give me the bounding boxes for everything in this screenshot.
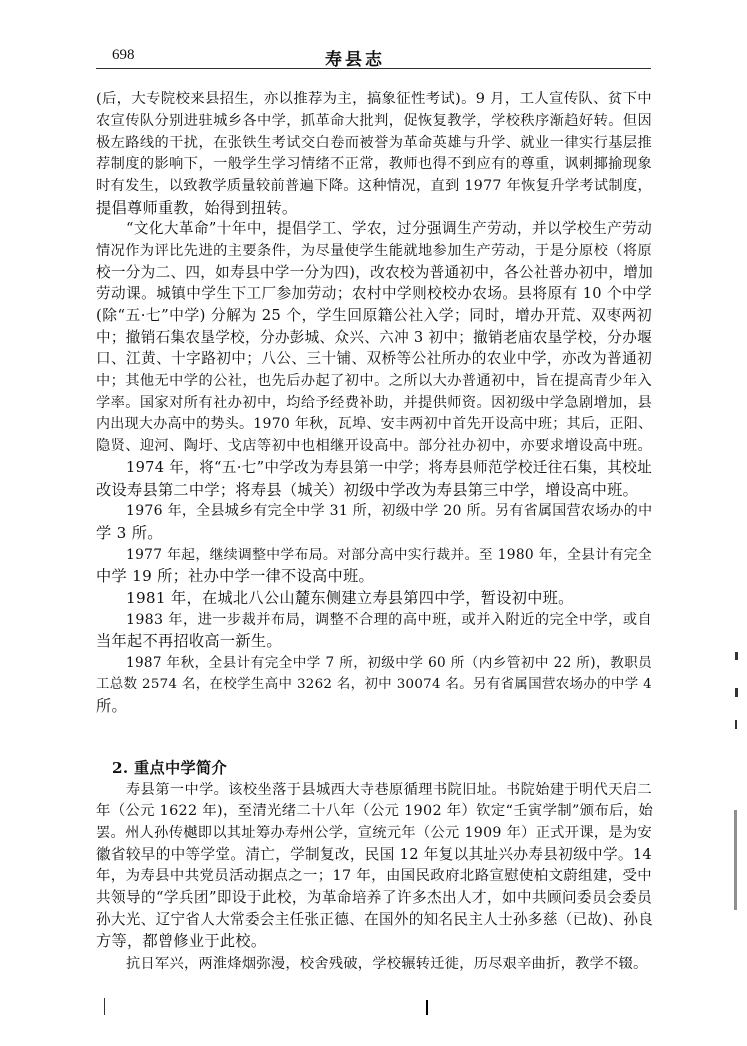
text-line: 学率。国家对所有社办初中，均给予经费补助，并提供师资。因初级中学急剧增加，县 [96, 395, 652, 411]
text-line: 提倡尊师重教，始得到扭转。 [96, 199, 298, 217]
bottom-scan-mark [426, 1000, 428, 1015]
text-line: 方等，都曾修业于此校。 [96, 932, 267, 950]
text-line: 寿县第一中学。该校坐落于县城西大寺巷原循理书院旧址。书院始建于明代天启二 [126, 782, 652, 798]
text-line: 抗日军兴，两淮烽烟弥漫，校舍残破，学校辗转迁徙，历尽艰辛曲折，教学不辍。 [126, 956, 648, 972]
margin-scan-mark [735, 688, 738, 697]
book-title: 寿县志 [325, 50, 385, 70]
bottom-scan-mark [104, 998, 105, 1015]
margin-scan-mark [735, 720, 737, 729]
text-line: “文化大革命”十年中，提倡学工、学农，过分强调生产劳动，并以学校生产劳动 [126, 220, 652, 237]
text-line: (后，大专院校来县招生，亦以推荐为主，搞象征性考试)。9 月，工人宣传队、贫下中 [96, 91, 652, 107]
text-line: 农宣传队分别进驻城乡各中学，抓革命大批判，促恢复教学，学校秩序渐趋好转。但因 [96, 113, 652, 129]
text-line: 劳动课。城镇中学生下工厂参加劳动；农村中学则校校办农场。县将原有 10 个中学 [96, 285, 652, 302]
text-line: 1981 年，在城北八公山麓东侧建立寿县第四中学，暂设初中班。 [126, 589, 574, 607]
text-line: 校一分为二、四，如寿县中学一分为四)，改农校为普通初中，各公社普办初中，增加 [96, 264, 654, 281]
text-line: 徽省较早的中等学堂。清亡，学制复改，民国 12 年复以其址兴办寿县初级中学。14 [96, 846, 652, 863]
text-line: 孙大光、辽宁省人大常委会主任张正德、在国外的知名民主人士孙多慈（已故)、孙良 [96, 911, 654, 928]
text-line: 1977 年起，继续调整中学布局。对部分高中实行裁并。至 1980 年，全县计有完全 [126, 547, 652, 563]
page-number: 698 [112, 47, 135, 63]
text-line: 时有发生，以致教学质量较前普遍下降。这种情况，直到 1977 年恢复升学考试制度， [96, 178, 652, 194]
text-line: 中学 19 所；社办中学一律不设高中班。 [96, 567, 374, 585]
text-line: 1983 年，进一步裁并布局，调整不合理的高中班，或并入附近的完全中学，或自 [126, 612, 652, 628]
text-line: 当年起不再招收高一新生。 [96, 632, 282, 650]
header-rule [96, 68, 651, 69]
text-line: 1987 年秋，全县计有完全中学 7 所，初级中学 60 所（内乡管初中 22 所)，教职员 [126, 655, 652, 671]
text-line: 情况作为评比先进的主要条件，为尽量使学生能就地参加生产劳动，于是分原校（将原 [96, 243, 652, 259]
text-line: 年，为寿县中共党员活动据点之一；17 年，由国民政府北路宣慰使柏文蔚组建，受中 [96, 868, 652, 884]
text-line: 1976 年，全县城乡有完全中学 31 所，初级中学 20 所。另有省属国营农场办的中 [126, 503, 653, 519]
text-line: 荐制度的影响下，一般学生学习情绪不正常，教师也得不到应有的尊重，讽刺揶揄现象 [96, 156, 652, 172]
text-line: 1974 年，将“五·七”中学改为寿县第一中学；将寿县师范学校迁往石集，其校址 [126, 459, 652, 476]
text-line: 极左路线的干扰，在张铁生考试交白卷而被誉为革命英雄与升学、就业一律实行基层推 [96, 135, 652, 151]
text-line: (除“五·七”中学) 分解为 25 个，学生回原籍公社入学；同时，增办开荒、双枣两初 [96, 307, 652, 324]
text-line: 改设寿县第二中学；将寿县（城关）初级中学改为寿县第三中学，增设高中班。 [96, 481, 639, 499]
text-line: 口、江黄、十字路初中；八公、三十铺、双桥等公社所办的农业中学，亦改为普通初 [96, 350, 652, 367]
text-line: 工总数 2574 名，在校学生高中 3262 名，初中 30074 名。另有省属国营农场办的中学 4 [96, 677, 652, 692]
text-line: 年（公元 1622 年)，至清光绪二十八年（公元 1902 年）钦定“壬寅学制”颁布后，始 [96, 803, 654, 819]
margin-scan-mark [734, 810, 737, 910]
text-line: 中；撤销石集农垦学校，分办彭城、众兴、六冲 3 初中；撤销老庙农垦学校，分办堰 [96, 329, 652, 346]
text-line: 隐贤、迎河、陶圩、戈店等初中也相继开设高中。部分社办初中，亦要求增设高中班。 [96, 438, 652, 454]
text-line: 罢。州人孙传樾即以其址筹办寿州公学，宣统元年（公元 1909 年）正式开课，是为安 [96, 825, 652, 841]
section-heading: 2. 重点中学简介 [112, 759, 227, 777]
text-line: 共领导的“学兵团”即设于此校，为革命培养了许多杰出人才，如中共顾问委员会委员 [96, 889, 652, 906]
text-line: 所。 [96, 697, 127, 715]
text-line: 学 3 所。 [96, 524, 163, 542]
text-line: 内出现大办高中的势头。1970 年秋，瓦埠、安丰两初中首先开设高中班；其后，正阳、 [96, 416, 653, 432]
text-line: 中；其他无中学的公社，也先后办起了初中。之所以大办普通初中，旨在提高青少年入 [96, 373, 652, 389]
margin-scan-mark [735, 652, 738, 660]
